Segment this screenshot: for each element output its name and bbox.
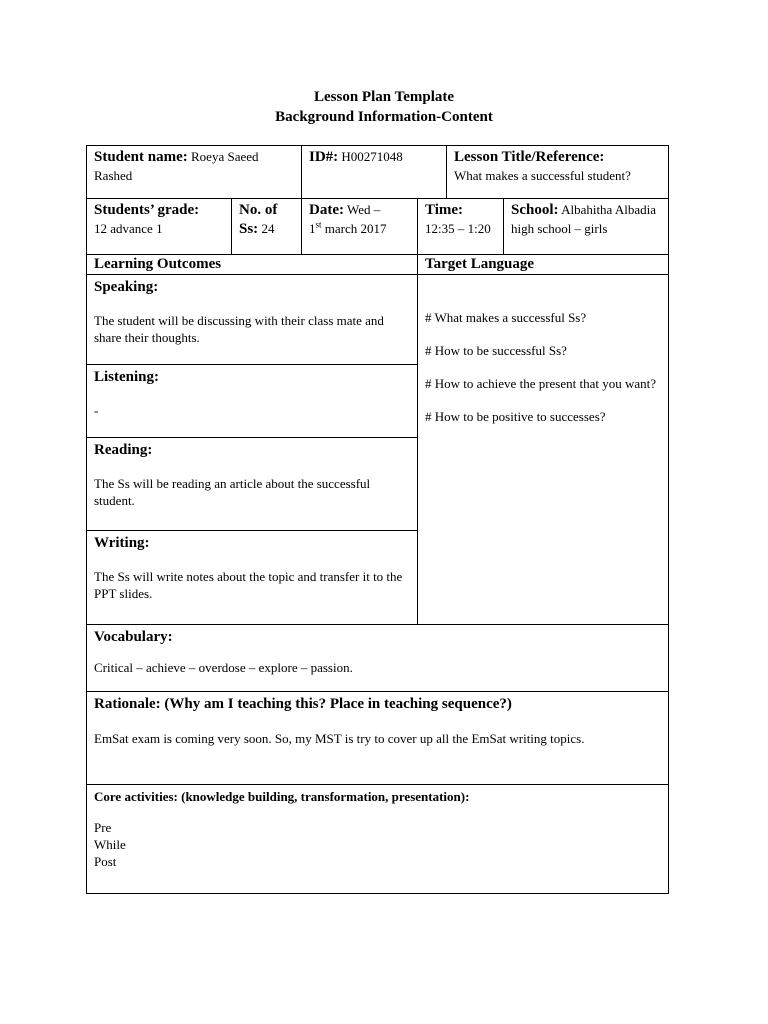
school-value: Albahitha Albadia high school – girls xyxy=(511,202,657,236)
time-value: 12:35 – 1:20 xyxy=(425,221,491,236)
no-of-ss-label: No. of xyxy=(239,202,278,218)
vocabulary-section xyxy=(86,624,669,692)
target-language-heading: Target Language xyxy=(425,256,535,272)
reading-heading: Reading: xyxy=(94,442,153,458)
date-ordinal: st xyxy=(315,219,322,230)
date-cell xyxy=(301,198,418,255)
core-activities-section xyxy=(86,784,669,894)
grade-cell xyxy=(86,198,232,255)
lesson-title-value: What makes a successful student? xyxy=(454,168,631,183)
student-name-value: Roeya Saeed Rashed xyxy=(94,149,259,183)
learning-outcomes-heading: Learning Outcomes xyxy=(94,256,222,272)
target-language-section xyxy=(417,274,669,625)
writing-text: The Ss will write notes about the topic and transfer it to the PPT slides. xyxy=(94,569,403,601)
grade-label: Students’ grade: xyxy=(94,202,200,218)
document-subtitle: Background Information-Content xyxy=(275,109,493,125)
writing-section xyxy=(86,530,418,625)
rationale-heading: Rationale: (Why am I teaching this? Place in teaching sequence?) xyxy=(94,696,512,712)
vocabulary-text: Critical – achieve – overdose – explore – passion. xyxy=(94,660,353,675)
listening-text: - xyxy=(94,403,99,418)
reading-text: The Ss will be reading an article about the successful student. xyxy=(94,476,371,508)
document-title: Lesson Plan Template xyxy=(313,89,455,105)
lesson-title-cell xyxy=(446,145,669,199)
school-cell xyxy=(503,198,669,255)
student-name-cell xyxy=(86,145,302,199)
id-value: H00271048 xyxy=(341,149,403,164)
core-activity-post: Post xyxy=(94,854,117,869)
reading-section xyxy=(86,437,418,531)
id-label: ID#: xyxy=(309,149,339,165)
rationale-text: EmSat exam is coming very soon. So, my MST is try to cover up all the EmSat writing topics. xyxy=(94,731,585,746)
learning-outcomes-header xyxy=(86,254,418,275)
time-cell xyxy=(417,198,504,255)
speaking-section xyxy=(86,274,418,365)
student-name-label: Student name: xyxy=(94,149,188,165)
speaking-heading: Speaking: xyxy=(94,279,159,295)
time-label: Time: xyxy=(425,202,464,218)
writing-heading: Writing: xyxy=(94,535,150,551)
target-language-item: # How to be positive to successes? xyxy=(425,409,606,424)
ss-label: Ss: xyxy=(239,221,259,237)
core-activity-while: While xyxy=(94,837,126,852)
listening-heading: Listening: xyxy=(94,369,160,385)
speaking-text: The student will be discussing with their class mate and share their thoughts. xyxy=(94,313,384,345)
date-value-weekday: Wed – xyxy=(347,202,381,217)
lesson-title-label: Lesson Title/Reference: xyxy=(454,149,605,165)
date-label: Date: xyxy=(309,202,344,218)
date-month-year: march 2017 xyxy=(324,221,387,236)
grade-value: 12 advance 1 xyxy=(94,221,163,236)
core-activity-pre: Pre xyxy=(94,820,112,835)
school-label: School: xyxy=(511,202,559,218)
no-of-ss-value: 24 xyxy=(261,221,275,236)
target-language-item: # How to achieve the present that you want? xyxy=(425,376,657,391)
target-language-item: # What makes a successful Ss? xyxy=(425,310,587,325)
listening-section xyxy=(86,364,418,438)
target-language-item: # How to be successful Ss? xyxy=(425,343,567,358)
vocabulary-heading: Vocabulary: xyxy=(94,629,173,645)
id-cell xyxy=(301,145,447,199)
target-language-header xyxy=(417,254,669,275)
core-activities-heading: Core activities: (knowledge building, transformation, presentation): xyxy=(94,789,470,804)
date-day: 1 xyxy=(309,221,316,236)
no-of-ss-cell xyxy=(231,198,302,255)
rationale-section xyxy=(86,691,669,785)
